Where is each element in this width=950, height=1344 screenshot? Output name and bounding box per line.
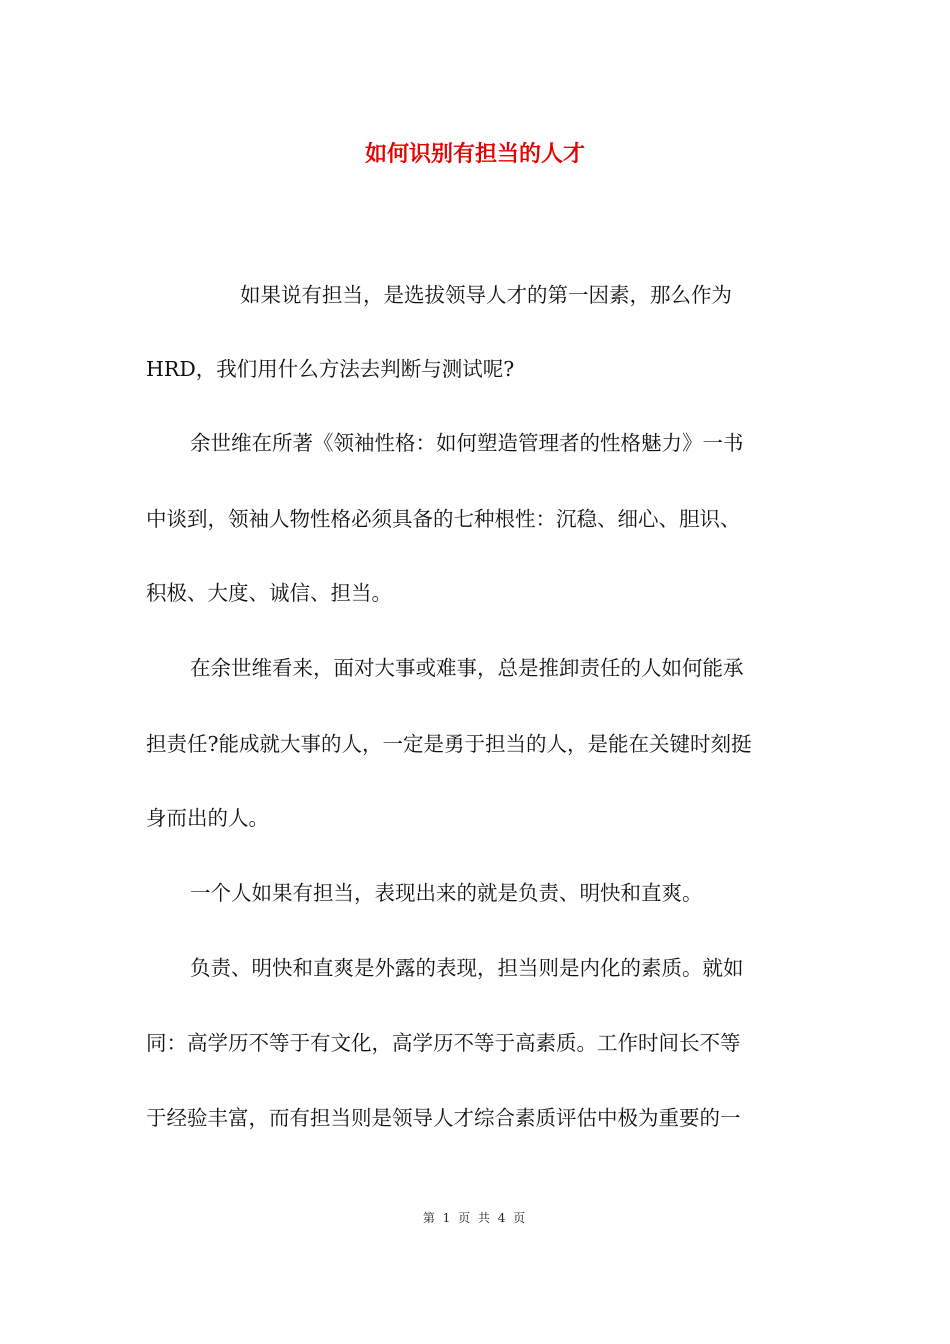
paragraph-line: 余世维在所著《领袖性格：如何塑造管理者的性格魅力》一书 [190,431,744,455]
paragraph-line: 积极、大度、诚信、担当。 [146,581,392,605]
paragraph-line: 同：高学历不等于有文化，高学历不等于高素质。工作时间长不等 [146,1031,741,1055]
document-title: 如何识别有担当的人才 [364,141,585,167]
paragraph-line: 担责任?能成就大事的人，一定是勇于担当的人，是能在关键时刻挺 [146,732,752,756]
paragraph-line: 一个人如果有担当，表现出来的就是负责、明快和直爽。 [190,881,703,905]
paragraph-line: 于经验丰富，而有担当则是领导人才综合素质评估中极为重要的一 [146,1106,741,1130]
paragraph-line: 身而出的人。 [146,806,269,830]
paragraph-line: 中谈到，领袖人物性格必须具备的七种根性：沉稳、细心、胆识、 [146,507,741,531]
paragraph-line: 负责、明快和直爽是外露的表现，担当则是内化的素质。就如 [190,956,744,980]
paragraph-line: 在余世维看来，面对大事或难事，总是推卸责任的人如何能承 [190,656,744,680]
page-footer: 第 1 页 共 4 页 [422,1211,528,1225]
paragraph-line: HRD，我们用什么方法去判断与测试呢? [146,357,515,381]
paragraph-line: 如果说有担当，是选拔领导人才的第一因素，那么作为 [240,283,732,307]
